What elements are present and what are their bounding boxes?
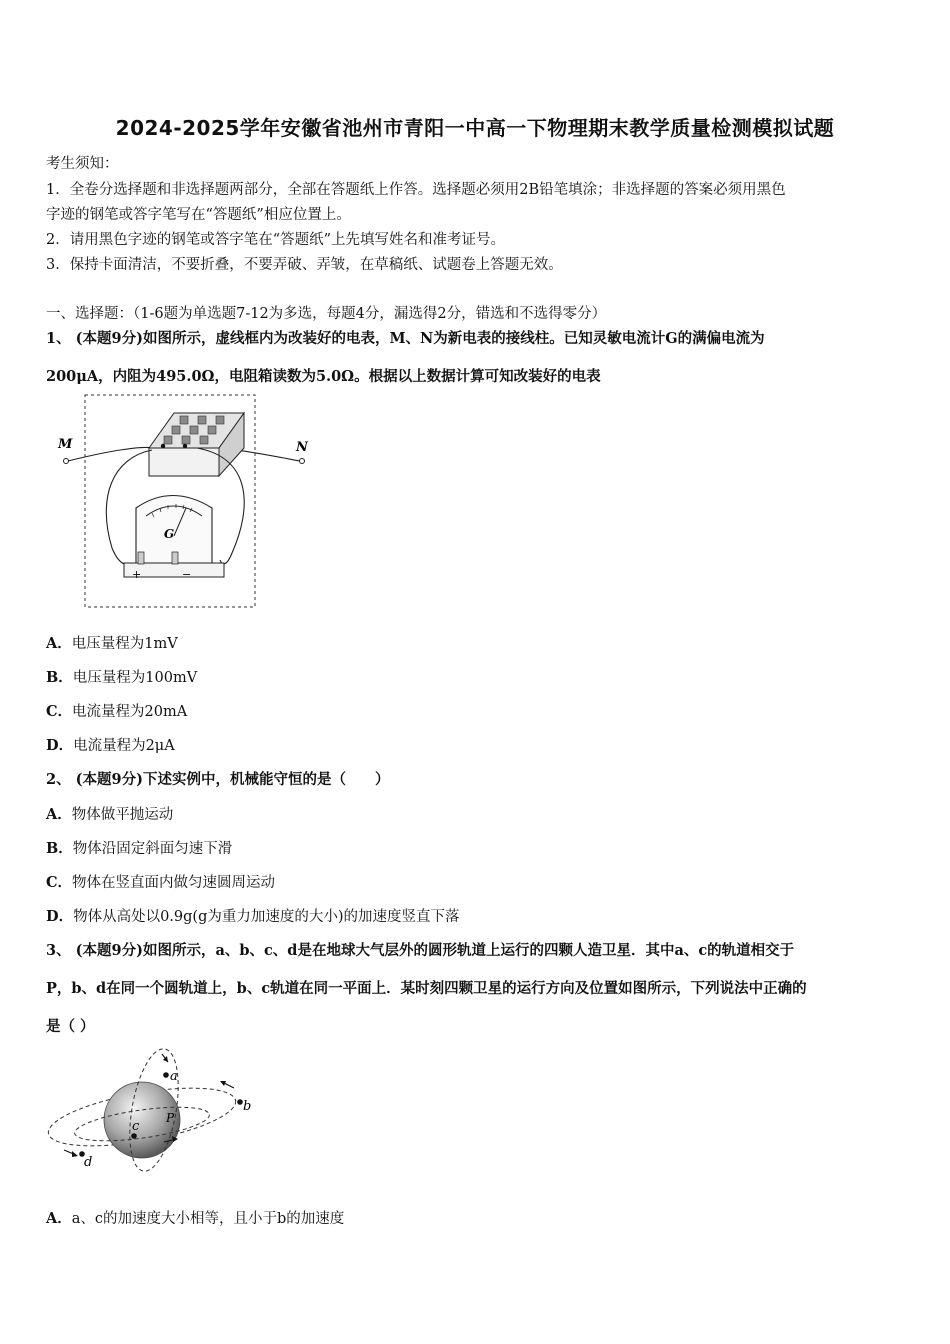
- q1-option-b: [46, 666, 197, 687]
- question-2-stem: 2、 (本题9分)下述实例中，机械能守恒的是（ ）: [46, 771, 390, 788]
- label-c: c: [132, 1119, 140, 1134]
- notice-item: 字迹的钢笔或答字笔写在“答题纸”相应位置上。: [46, 207, 351, 223]
- question-3-stem-cont: P，b、d在同一个圆轨道上，b、c轨道在同一平面上．某时刻四颗卫星的运行方向及位置如图所示，下列说法中正确的: [46, 980, 807, 997]
- q3-option-a: [46, 1207, 344, 1228]
- label-p: P: [166, 1111, 175, 1125]
- option-letter: A．: [46, 1210, 72, 1227]
- label-plus: +: [132, 568, 142, 581]
- meter-circuit-figure: [52, 388, 322, 613]
- option-text: a、c的加速度大小相等，且小于b的加速度: [71, 1211, 345, 1227]
- resistance-box-front: [149, 448, 219, 476]
- galvanometer-terminal-minus: [172, 552, 178, 564]
- q1-option-a: [46, 632, 178, 653]
- page-title: 2024-2025学年安徽省池州市青阳一中高一下物理期末教学质量检测模拟试题: [115, 116, 835, 140]
- option-letter: D．: [46, 908, 74, 925]
- satellite-orbit-figure: [44, 1042, 264, 1182]
- q2-option-c: [46, 871, 275, 892]
- label-b: b: [243, 1099, 252, 1114]
- label-a: a: [170, 1069, 178, 1084]
- option-text: 物体沿固定斜面匀速下滑: [72, 841, 233, 857]
- satellite-c: [131, 1133, 137, 1139]
- section-heading: 一、选择题：（1-6题为单选题7-12为多选，每题4分，漏选得2分，错选和不选得零分）: [46, 306, 607, 322]
- option-letter: B．: [46, 840, 73, 857]
- option-text: 物体从高处以0.9g(g为重力加速度的大小)的加速度竖直下落: [73, 909, 460, 925]
- q2-option-d: [46, 905, 460, 926]
- option-letter: D．: [46, 737, 74, 754]
- question-1-stem: 1、 (本题9分)如图所示，虚线框内为改装好的电表，M、N为新电表的接线柱。已知灵敏电流计G的满偏电流为: [46, 330, 765, 347]
- q2-option-b: [46, 837, 232, 858]
- option-text: 物体在竖直面内做匀速圆周运动: [72, 875, 276, 891]
- q1-option-c: [46, 700, 187, 721]
- notice-item: 3．保持卡面清洁，不要折叠，不要弄破、弄皱，在草稿纸、试题卷上答题无效。: [46, 257, 563, 273]
- satellite-a: [163, 1072, 169, 1078]
- label-minus: −: [182, 568, 192, 581]
- label-d: d: [84, 1155, 93, 1170]
- notice-item: 2．请用黑色字迹的钢笔或答字笔在“答题纸”上先填写姓名和准考证号。: [46, 232, 506, 248]
- galvanometer-terminal-plus: [138, 552, 144, 564]
- option-letter: C．: [46, 703, 73, 720]
- option-text: 物体做平抛运动: [71, 807, 174, 823]
- resistance-box-terminal: [161, 444, 165, 448]
- arrow-d-head: [72, 1151, 78, 1157]
- label-g: G: [164, 527, 175, 541]
- option-text: 电流量程为20mA: [72, 704, 188, 720]
- q2-option-a: [46, 803, 173, 824]
- option-letter: B．: [46, 669, 73, 686]
- q1-option-d: [46, 734, 175, 755]
- option-letter: A．: [46, 635, 72, 652]
- question-3-stem: 3、 (本题9分)如图所示，a、b、c、d是在地球大气层外的圆形轨道上运行的四颗人造卫星．其中a、c的轨道相交于: [46, 942, 795, 959]
- option-text: 电流量程为2μA: [73, 738, 175, 754]
- resistance-box-terminal: [183, 444, 187, 448]
- label-n: N: [296, 440, 308, 455]
- option-text: 电压量程为1mV: [71, 636, 178, 652]
- terminal-n: [300, 459, 305, 464]
- question-1-stem-cont: 200μA，内阻为495.0Ω，电阻箱读数为5.0Ω。根据以上数据计算可知改装好的电表: [46, 368, 601, 385]
- notice-heading: 考生须知：: [46, 156, 119, 172]
- satellite-b: [237, 1099, 243, 1105]
- question-3-stem-end: 是（ ）: [46, 1018, 95, 1035]
- option-letter: A．: [46, 806, 72, 823]
- option-text: 电压量程为100mV: [72, 670, 198, 686]
- label-m: M: [58, 437, 73, 452]
- option-letter: C．: [46, 874, 73, 891]
- notice-item: 1．全卷分选择题和非选择题两部分，全部在答题纸上作答。选择题必须用2B铅笔填涂；非选择题的答案必须用黑色: [46, 182, 786, 198]
- terminal-m: [64, 459, 69, 464]
